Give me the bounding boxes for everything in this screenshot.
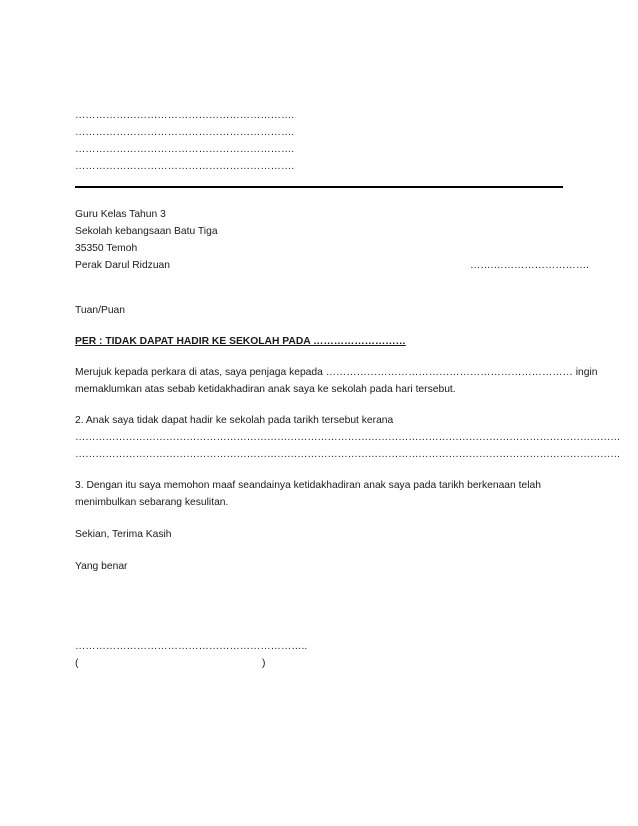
signature-name-close-paren: ) <box>262 658 266 669</box>
sender-address-line-2: ………………………………………………………. <box>75 127 295 138</box>
paragraph-1-line-1: Merujuk kepada perkara di atas, saya penjaga kepada ……………………………………………………………… ingin <box>75 367 598 378</box>
sender-address-line-3: ………………………………………………………. <box>75 144 295 155</box>
paragraph-3-line-2: menimbulkan sebarang kesulitan. <box>75 497 229 508</box>
recipient-line-2: Sekolah kebangsaan Batu Tiga <box>75 226 218 237</box>
signature-name-open-paren: ( <box>75 658 79 669</box>
subject-line: PER : TIDAK DAPAT HADIR KE SEKOLAH PADA ……………………… <box>75 336 406 347</box>
paragraph-3-line-1: 3. Dengan itu saya memohon maaf seandainya ketidakhadiran anak saya pada tarikh berkenaan telah <box>75 480 541 491</box>
recipient-line-4: Perak Darul Ridzuan <box>75 260 171 271</box>
paragraph-2-dotted-line-1: ……………………………………………………………………………………………………………………………………………… <box>75 432 621 443</box>
recipient-line-1: Guru Kelas Tahun 3 <box>75 209 166 220</box>
closing-thanks: Sekian, Terima Kasih <box>75 529 172 540</box>
sender-address-line-1: ………………………………………………………. <box>75 110 295 121</box>
date-placeholder: …….………………………. <box>470 260 589 271</box>
header-divider <box>75 186 563 188</box>
closing-sincerely: Yang benar <box>75 561 128 572</box>
salutation: Tuan/Puan <box>75 305 125 316</box>
paragraph-2-dotted-line-2: ……………………………………………………………………………………………………………………………………………… <box>75 449 621 460</box>
signature-line: ………………………………………………………….. <box>75 641 308 652</box>
sender-address-line-4: ………………………………………………………. <box>75 161 295 172</box>
paragraph-2-line-1: 2. Anak saya tidak dapat hadir ke sekolah pada tarikh tersebut kerana <box>75 415 394 426</box>
recipient-line-3: 35350 Temoh <box>75 243 138 254</box>
paragraph-1-line-2: memaklumkan atas sebab ketidakhadiran anak saya ke sekolah pada hari tersebut. <box>75 384 456 395</box>
